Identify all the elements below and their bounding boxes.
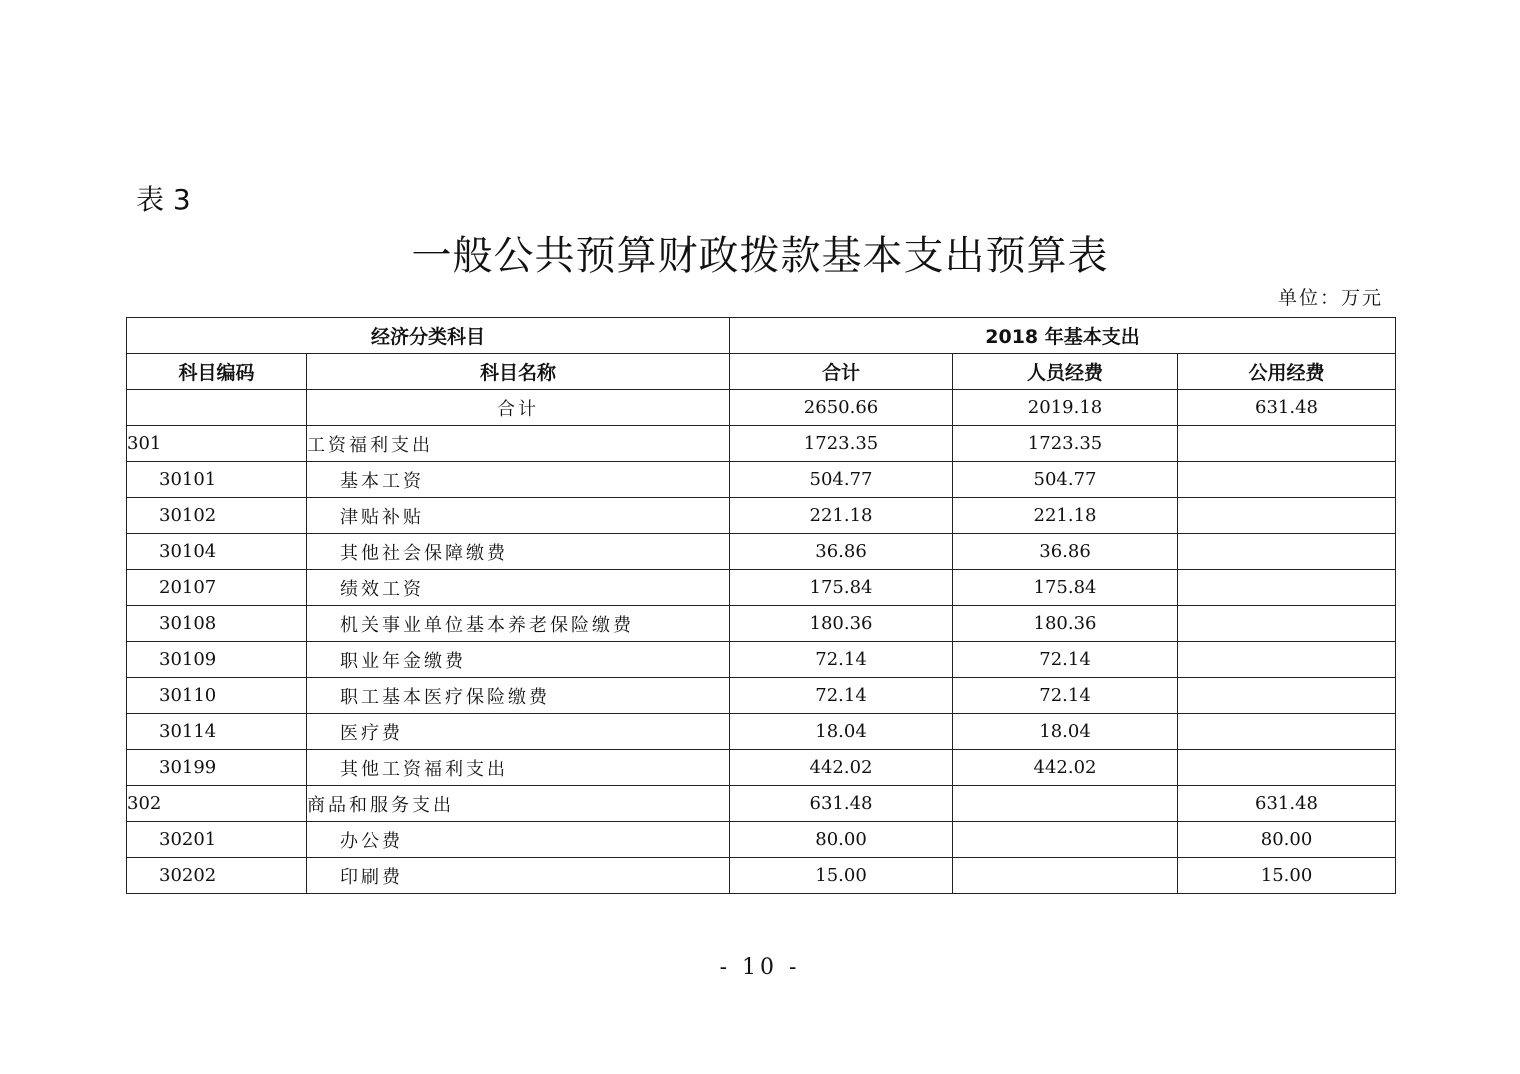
cell-total: 1723.35	[730, 426, 953, 462]
cell-public-expenses	[1178, 426, 1396, 462]
table-row	[127, 858, 1396, 894]
cell-subject-code: 30114	[127, 714, 307, 750]
cell-subject-name: 办公费	[307, 822, 730, 858]
cell-personnel-expenses: 18.04	[953, 714, 1178, 750]
cell-subject-code: 30102	[127, 498, 307, 534]
cell-public-expenses: 80.00	[1178, 822, 1396, 858]
cell-subject-name: 其他社会保障缴费	[307, 534, 730, 570]
cell-personnel-expenses	[953, 822, 1178, 858]
cell-personnel-expenses: 221.18	[953, 498, 1178, 534]
cell-subject-name: 机关事业单位基本养老保险缴费	[307, 606, 730, 642]
cell-subject-name: 绩效工资	[307, 570, 730, 606]
header-subject-code: 科目编码	[127, 354, 307, 390]
table-row	[127, 390, 1396, 426]
cell-subject-code: 30108	[127, 606, 307, 642]
header-total: 合计	[730, 354, 953, 390]
cell-public-expenses	[1178, 570, 1396, 606]
cell-total: 72.14	[730, 642, 953, 678]
cell-subject-name: 医疗费	[307, 714, 730, 750]
table-row	[127, 714, 1396, 750]
table-row	[127, 534, 1396, 570]
cell-personnel-expenses	[953, 858, 1178, 894]
cell-public-expenses: 631.48	[1178, 390, 1396, 426]
cell-total: 175.84	[730, 570, 953, 606]
cell-total: 221.18	[730, 498, 953, 534]
table-row	[127, 570, 1396, 606]
table-row	[127, 498, 1396, 534]
header-public-expenses: 公用经费	[1178, 354, 1396, 390]
cell-public-expenses	[1178, 678, 1396, 714]
cell-public-expenses	[1178, 534, 1396, 570]
cell-total: 504.77	[730, 462, 953, 498]
table-row	[127, 822, 1396, 858]
header-subject-name: 科目名称	[307, 354, 730, 390]
cell-total: 442.02	[730, 750, 953, 786]
table-row	[127, 606, 1396, 642]
cell-personnel-expenses: 1723.35	[953, 426, 1178, 462]
cell-subject-name: 职工基本医疗保险缴费	[307, 678, 730, 714]
cell-personnel-expenses: 72.14	[953, 678, 1178, 714]
cell-subject-code	[127, 390, 307, 426]
cell-subject-name: 其他工资福利支出	[307, 750, 730, 786]
cell-personnel-expenses: 2019.18	[953, 390, 1178, 426]
cell-subject-code: 30101	[127, 462, 307, 498]
budget-table-body	[127, 390, 1396, 894]
cell-personnel-expenses: 504.77	[953, 462, 1178, 498]
table-row	[127, 750, 1396, 786]
cell-subject-code: 302	[127, 786, 307, 822]
table-row	[127, 426, 1396, 462]
cell-subject-name: 商品和服务支出	[307, 786, 730, 822]
cell-total: 72.14	[730, 678, 953, 714]
cell-total: 15.00	[730, 858, 953, 894]
cell-subject-code: 30110	[127, 678, 307, 714]
cell-public-expenses	[1178, 750, 1396, 786]
header-group-row	[127, 318, 1396, 354]
table-row	[127, 642, 1396, 678]
cell-public-expenses	[1178, 606, 1396, 642]
cell-subject-code: 30199	[127, 750, 307, 786]
cell-subject-code: 30202	[127, 858, 307, 894]
cell-public-expenses	[1178, 498, 1396, 534]
cell-total: 180.36	[730, 606, 953, 642]
cell-public-expenses	[1178, 714, 1396, 750]
table-row	[127, 678, 1396, 714]
cell-personnel-expenses: 175.84	[953, 570, 1178, 606]
cell-personnel-expenses	[953, 786, 1178, 822]
document-title: 一般公共预算财政拨款基本支出预算表	[411, 233, 1109, 279]
cell-subject-name: 职业年金缴费	[307, 642, 730, 678]
cell-total: 36.86	[730, 534, 953, 570]
cell-subject-code: 30109	[127, 642, 307, 678]
page-number: - 10 -	[719, 955, 801, 980]
cell-public-expenses	[1178, 642, 1396, 678]
cell-subject-name: 工资福利支出	[307, 426, 730, 462]
cell-subject-name: 印刷费	[307, 858, 730, 894]
header-personnel-expenses: 人员经费	[953, 354, 1178, 390]
table-row	[127, 462, 1396, 498]
cell-total: 18.04	[730, 714, 953, 750]
cell-subject-code: 301	[127, 426, 307, 462]
header-column-row	[127, 354, 1396, 390]
header-basic-expenditure-2018: 2018 年基本支出	[730, 318, 1396, 354]
cell-public-expenses: 631.48	[1178, 786, 1396, 822]
cell-total: 631.48	[730, 786, 953, 822]
budget-table	[126, 317, 1396, 894]
cell-total: 2650.66	[730, 390, 953, 426]
cell-total: 80.00	[730, 822, 953, 858]
cell-personnel-expenses: 36.86	[953, 534, 1178, 570]
cell-public-expenses	[1178, 462, 1396, 498]
cell-public-expenses: 15.00	[1178, 858, 1396, 894]
cell-subject-code: 30201	[127, 822, 307, 858]
header-economic-classification: 经济分类科目	[127, 318, 730, 354]
table-row	[127, 786, 1396, 822]
unit-note: 单位：万元	[1277, 287, 1383, 309]
table-label: 表 3	[136, 183, 191, 216]
cell-subject-code: 30104	[127, 534, 307, 570]
cell-subject-name: 合计	[307, 390, 730, 426]
cell-subject-name: 基本工资	[307, 462, 730, 498]
cell-personnel-expenses: 442.02	[953, 750, 1178, 786]
cell-personnel-expenses: 180.36	[953, 606, 1178, 642]
cell-subject-code: 20107	[127, 570, 307, 606]
cell-personnel-expenses: 72.14	[953, 642, 1178, 678]
cell-subject-name: 津贴补贴	[307, 498, 730, 534]
